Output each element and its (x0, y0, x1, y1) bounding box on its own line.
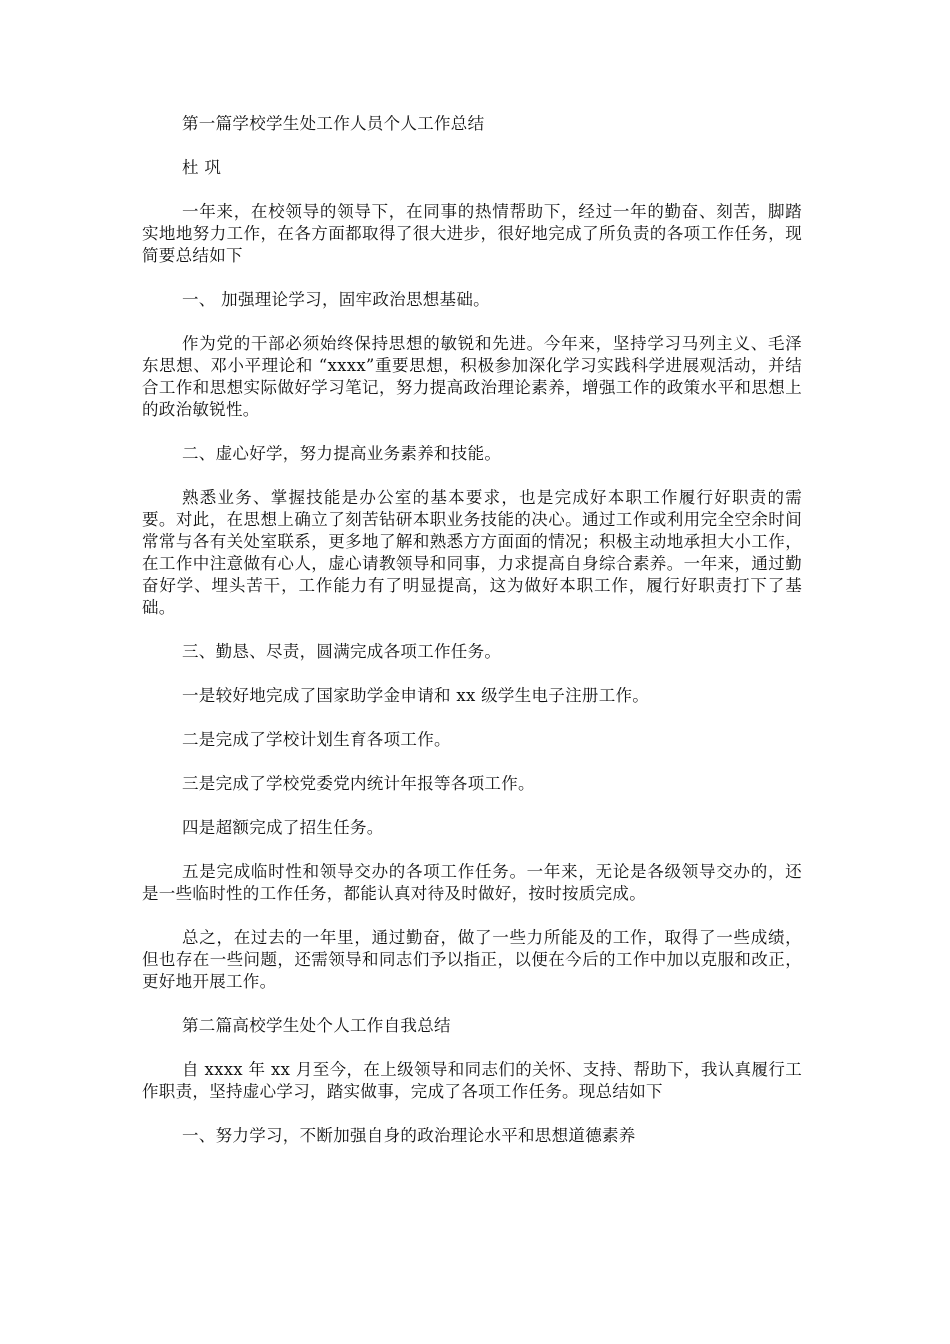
article-title-1: 第一篇学校学生处工作人员个人工作总结 (182, 114, 485, 133)
body-paragraph: 熟悉业务、掌握技能是办公室的基本要求，也是完成好本职工作履行好职责的需要。对此，在思想上确立了刻苦钻研本职业务技能的决心。通过工作或利用完全空余时间常常与各有关处室联系，更多地了解和熟悉方方面面的情况；积极主动地承担大小工作，在工作中注意做有心人，虚心请教领导和同事，力求提高自身综合素养。一年来，通过勤奋好学、埋头苦干，工作能力有了明显提高，这为做好本职工作，履行好职责打下了基础。 (142, 488, 802, 617)
body-paragraph: 作为党的干部必须始终保持思想的敏锐和先进。今年来，坚持学习马列主义、毛泽东思想、邓小平理论和 “xxxx”重要思想，积极参加深化学习实践科学进展观活动，并结合工作和思想实际做好学习笔记，努力提高政治理论素养，增强工作的政策水平和思想上的政治敏锐性。 (142, 334, 802, 419)
task-item-1: 一是较好地完成了国家助学金申请和 xx 级学生电子注册工作。 (182, 686, 650, 705)
section-heading-2: 二、虚心好学，努力提高业务素养和技能。 (182, 444, 502, 463)
section-heading-1: 一、 加强理论学习，固牢政治思想基础。 (182, 290, 490, 309)
conclusion-paragraph: 总之，在过去的一年里，通过勤奋，做了一些力所能及的工作，取得了一些成绩，但也存在一些问题，还需领导和同志们予以指正，以便在今后的工作中加以克服和改正，更好地开展工作。 (142, 928, 802, 991)
document-body (142, 113, 802, 1169)
body-paragraph: 自 xxxx 年 xx 月至今，在上级领导和同志们的关怀、支持、帮助下，我认真履行工作职责，坚持虚心学习，踏实做事，完成了各项工作任务。现总结如下 (142, 1060, 802, 1101)
section-heading-4: 一、努力学习，不断加强自身的政治理论水平和思想道德素养 (182, 1126, 636, 1145)
task-item-3: 三是完成了学校党委党内统计年报等各项工作。 (182, 774, 535, 793)
task-item-5: 五是完成临时性和领导交办的各项工作任务。一年来，无论是各级领导交办的，还是一些临时性的工作任务，都能认真对待及时做好，按时按质完成。 (142, 862, 802, 903)
article-title-2: 第二篇高校学生处个人工作自我总结 (182, 1016, 451, 1035)
author-name: 杜 巩 (182, 158, 222, 177)
intro-paragraph: 一年来，在校领导的领导下，在同事的热情帮助下，经过一年的勤奋、刻苦，脚踏实地地努力工作，在各方面都取得了很大进步，很好地完成了所负责的各项工作任务，现简要总结如下 (142, 202, 802, 265)
task-item-2: 二是完成了学校计划生育各项工作。 (182, 730, 451, 749)
section-heading-3: 三、勤恳、尽责，圆满完成各项工作任务。 (182, 642, 502, 661)
task-item-4: 四是超额完成了招生任务。 (182, 818, 384, 837)
